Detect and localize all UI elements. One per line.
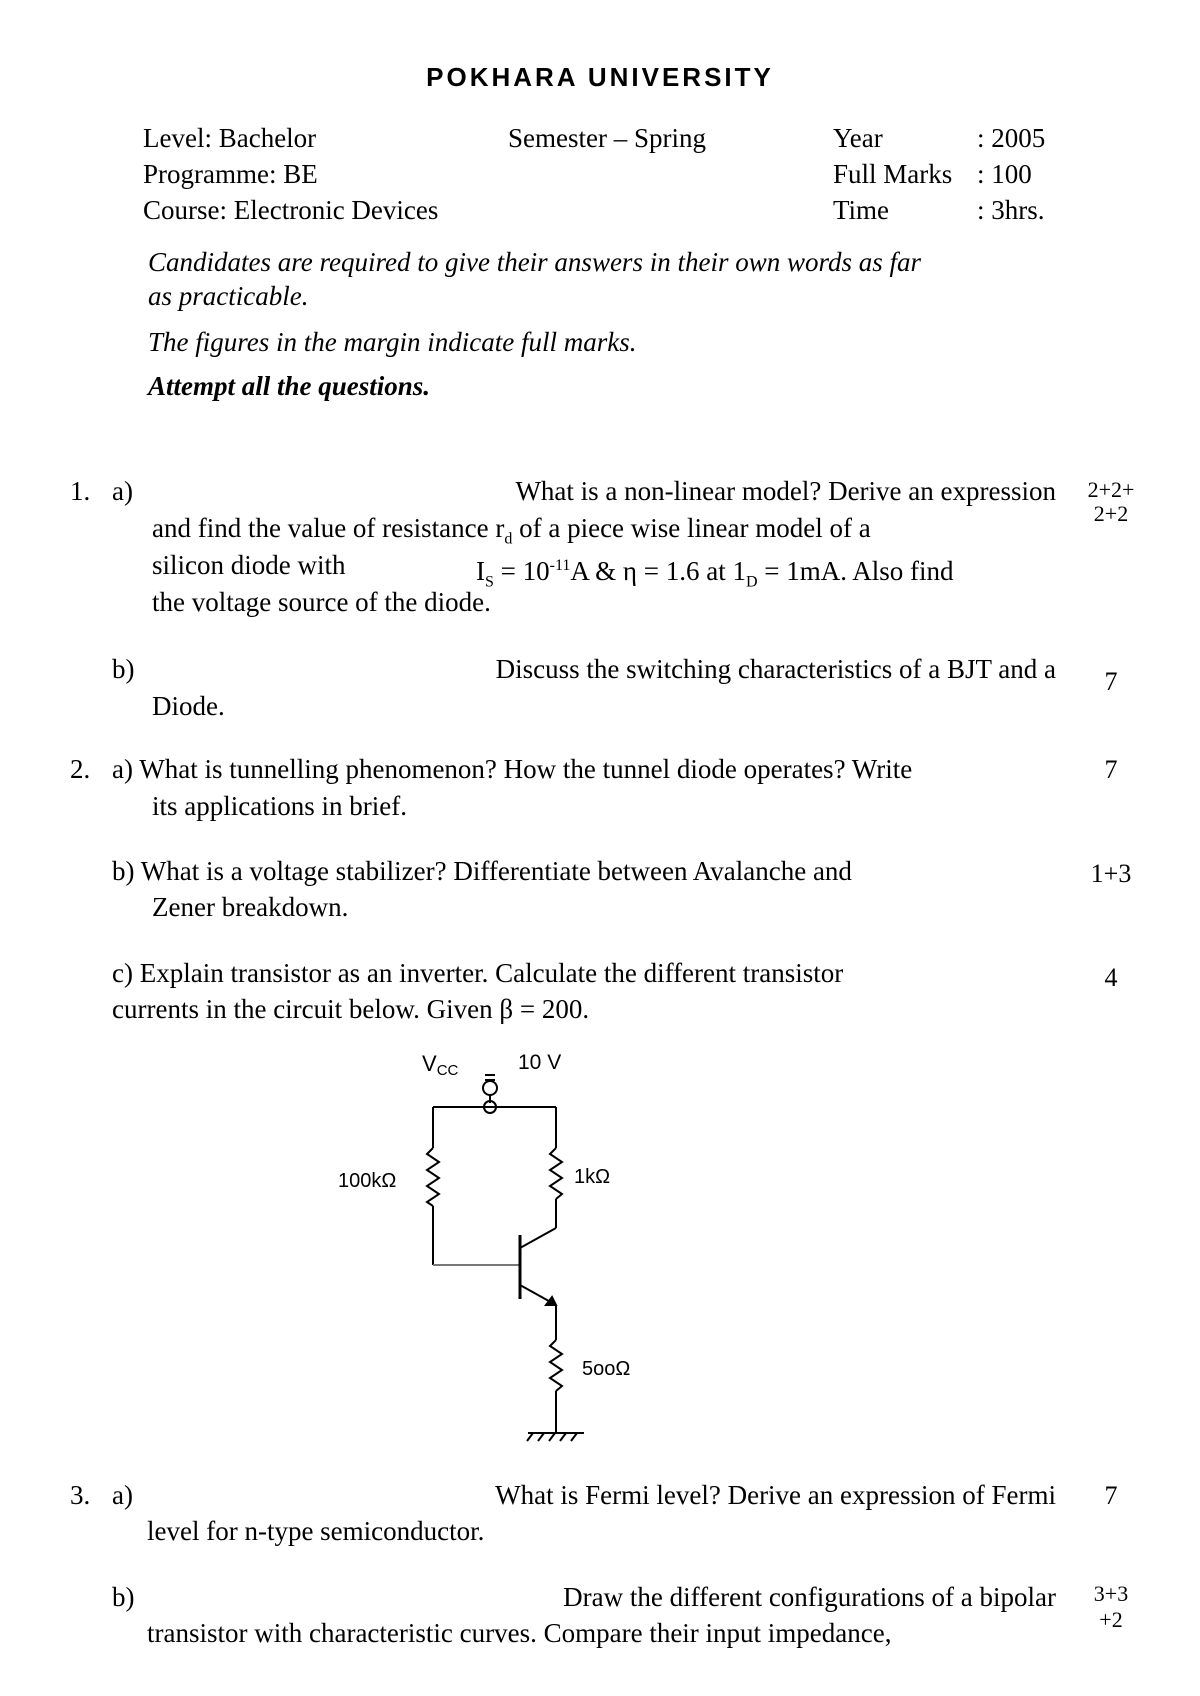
transistor-circuit-diagram — [320, 1045, 680, 1450]
q3b-marks-2: +2 — [1099, 1607, 1123, 1632]
vcc-value: 10 V — [518, 1051, 562, 1074]
q2b-line-1: b) What is a voltage stabilizer? Differentiate between Avalanche and — [112, 856, 852, 886]
question-number-3: 3. — [70, 1480, 91, 1510]
vcc-label: VCC — [422, 1051, 459, 1079]
base-resistor-label: 100kΩ — [338, 1170, 397, 1192]
instruction-line-3: The figures in the margin indicate full marks. — [148, 327, 637, 357]
question-number-1: 1. — [70, 476, 91, 506]
q1a-marks-2: 2+2 — [1093, 501, 1129, 526]
time-value: : 3hrs. — [977, 195, 1045, 225]
q1a-line-3-formula: $I_S = 10^{-11}A$ & η = 1.6 at $1_D = 1mA$. Also find — [476, 556, 954, 591]
q2c-marks: 4 — [1104, 963, 1118, 992]
q2b-line-2: Zener breakdown. — [152, 892, 349, 922]
q1a-marks-1: 2+2+ — [1087, 477, 1135, 502]
year-value: : 2005 — [977, 123, 1046, 153]
q1b-line-1: Discuss the switching characteristics of a BJT and a — [495, 654, 1056, 684]
q2a-marks: 7 — [1104, 755, 1118, 784]
instruction-line-1: Candidates are required to give their answers in their own words as far — [148, 247, 921, 277]
q2b-marks: 1+3 — [1090, 859, 1132, 888]
year-label: Year — [833, 123, 883, 153]
q2a-line-1: a) What is tunnelling phenomenon? How the tunnel diode operates? Write — [112, 754, 913, 784]
q3b-line-2: transistor with characteristic curves. Compare their input impedance, — [147, 1618, 892, 1648]
q1a-line-1: What is a non-linear model? Derive an expression — [515, 476, 1056, 506]
emitter-resistor — [550, 1340, 562, 1391]
q1b-label: b) — [112, 654, 135, 684]
course-field: Course: Electronic Devices — [143, 195, 439, 225]
q3a-line-2: level for n-type semiconductor. — [147, 1516, 485, 1546]
q3a-line-1: What is Fermi level? Derive an expression of Fermi — [495, 1480, 1056, 1510]
level-field: Level: Bachelor — [143, 123, 317, 153]
time-label: Time — [833, 195, 890, 225]
q3b-line-1: Draw the different configurations of a bipolar — [563, 1582, 1056, 1612]
q3a-label: a) — [112, 1480, 133, 1510]
q1a-line-4: the voltage source of the diode. — [152, 587, 491, 617]
q2c-line-2: currents in the circuit below. Given β = 200. — [112, 994, 590, 1024]
question-number-2: 2. — [70, 754, 91, 784]
q1a-label: a) — [112, 476, 133, 506]
q2a-line-2: its applications in brief. — [152, 791, 407, 821]
full-marks-label: Full Marks — [833, 159, 953, 189]
q1b-marks: 7 — [1104, 667, 1118, 696]
semester-field: Semester – Spring — [508, 123, 706, 153]
q1a-line-3-start: silicon diode with — [152, 550, 346, 580]
q1a-line-2: and find the value of resistance $r_d$ of a piece wise linear model of a — [152, 513, 871, 548]
base-resistor — [427, 1148, 439, 1206]
programme-field: Programme: BE — [143, 159, 318, 189]
q1b-line-2: Diode. — [152, 691, 225, 721]
collector-resistor — [550, 1148, 562, 1199]
instruction-line-4: Attempt all the questions. — [148, 371, 431, 401]
university-title: POKHARA UNIVERSITY — [426, 62, 774, 92]
q2c-line-1: c) Explain transistor as an inverter. Calculate the different transistor — [112, 958, 844, 988]
q3b-label: b) — [112, 1582, 135, 1612]
full-marks-value: : 100 — [977, 159, 1032, 189]
emitter-resistor-label: 5ooΩ — [582, 1358, 631, 1380]
q3a-marks: 7 — [1104, 1481, 1118, 1510]
q3b-marks-1: 3+3 — [1093, 1581, 1129, 1606]
instruction-line-2: as practicable. — [148, 281, 309, 311]
collector-resistor-label: 1kΩ — [574, 1166, 611, 1188]
